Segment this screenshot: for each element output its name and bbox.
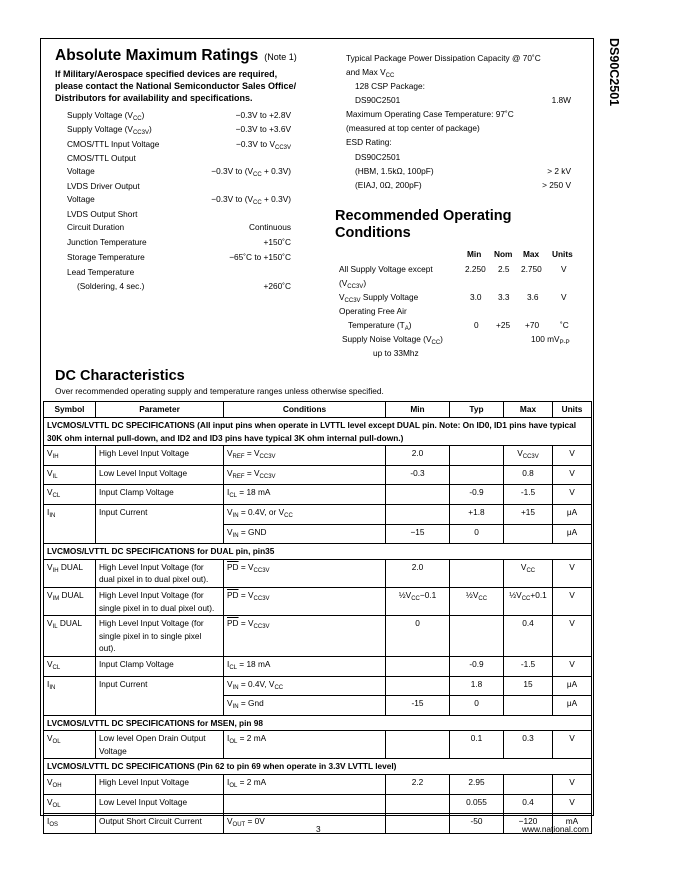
units: V [553, 731, 592, 759]
symbol: $V_{IL}$ DUAL [44, 616, 96, 657]
typ [450, 465, 504, 485]
table-row [44, 656, 592, 676]
table-row [44, 587, 592, 615]
min [386, 731, 450, 759]
pkg-line: (measured at top center of package) [346, 123, 480, 133]
section-row [44, 544, 592, 560]
page-number: 3 [316, 824, 321, 834]
section-heading: LVCMOS/LVTTL DC SPECIFICATIONS for DUAL pin, pin35 [44, 544, 592, 560]
pkg-value: 1.8W [551, 95, 571, 105]
roc-label: $V_{CC3V}$ Supply Voltage [339, 292, 419, 304]
symbol: $V_{OH}$ [44, 775, 96, 795]
pkg-value: > 250 V [542, 180, 571, 190]
roc-cell: V [561, 292, 567, 302]
units: V [553, 446, 592, 466]
amr-label: Supply Voltage $(V_{CC})$ [67, 110, 145, 122]
units: μA [553, 524, 592, 544]
roc-cell: 0 [474, 320, 479, 330]
section-row [44, 715, 592, 731]
section-heading: LVCMOS/LVTTL DC SPECIFICATIONS (Pin 62 to pin 69 when operate in 3.3V LVTTL level) [44, 759, 592, 775]
typ: 0 [450, 696, 504, 716]
dc-title: DC Characteristics [55, 368, 185, 384]
roc-cell: 3.0 [470, 292, 482, 302]
roc-title: Conditions [335, 225, 411, 241]
conditions: $I_{CL} = 18$ mA [224, 485, 386, 505]
amr-value: −0.3V to $V_{CC3V}$ [236, 139, 291, 151]
conditions: $V_{REF} = V_{CC3V}$ [224, 446, 386, 466]
amr-label: Circuit Duration [67, 222, 125, 232]
amr-value: −0.3V to +3.6V [235, 124, 291, 134]
symbol: $V_{IH}$ DUAL [44, 559, 96, 587]
units: μA [553, 504, 592, 524]
table-header-row [44, 402, 592, 418]
typ: 1.8 [450, 676, 504, 696]
table-row [44, 731, 592, 759]
amr-military-notice: If Military/Aerospace specified devices are required, please contact the National Semiconductor Sales Office/ Distributors for availability and specifications. [55, 69, 297, 103]
parameter: High Level Input Voltage (for dual pixel in to dual pixel out). [96, 559, 224, 587]
roc-label: Supply Noise Voltage $(V_{CC})$ [342, 334, 443, 346]
pkg-line: and Max $V_{CC}$ [346, 67, 395, 79]
max [504, 696, 553, 716]
conditions: $\overline{PD} = V_{CC3V}$ [224, 559, 386, 587]
dc-table [43, 401, 592, 834]
typ [450, 616, 504, 657]
min: 2.0 [386, 559, 450, 587]
min: 2.0 [386, 446, 450, 466]
col-header: Symbol [44, 402, 96, 418]
conditions: $I_{OL} = 2$ mA [224, 731, 386, 759]
units: V [553, 465, 592, 485]
col-header: Min [386, 402, 450, 418]
parameter: Input Clamp Voltage [96, 656, 224, 676]
roc-cell: +70 [525, 320, 540, 330]
amr-label: LVDS Driver Output [67, 181, 140, 191]
footer-site: www.national.com [522, 824, 589, 834]
roc-label: $(V_{CC3V})$ [339, 278, 367, 290]
max: 15 [504, 676, 553, 696]
col-header: Max [504, 402, 553, 418]
typ: 2.95 [450, 775, 504, 795]
max: -1.5 [504, 485, 553, 505]
symbol: $V_{CL}$ [44, 656, 96, 676]
section-heading: LVCMOS/LVTTL DC SPECIFICATIONS for MSEN, pin 98 [44, 715, 592, 731]
table-row [44, 446, 592, 466]
conditions: $\overline{PD} = V_{CC3V}$ [224, 587, 386, 615]
roc-cell: 2.750 [521, 264, 542, 274]
pkg-line: Typical Package Power Dissipation Capacity @ 70˚C [346, 53, 541, 63]
parameter: High Level Input Voltage (for single pixel in to dual pixel out). [96, 587, 224, 615]
amr-value: −0.3V to +2.8V [235, 110, 291, 120]
parameter: High Level Input Voltage [96, 446, 224, 466]
table-row [44, 676, 592, 696]
max: 0.4 [504, 616, 553, 657]
conditions: $V_{IN} = 0.4V$, $V_{CC}$ [224, 676, 386, 696]
dc-subtitle: Over recommended operating supply and temperature ranges unless otherwise specified. [55, 386, 384, 396]
parameter: Input Current [96, 676, 224, 715]
typ: $\frac{1}{2}V_{CC}$ [450, 587, 504, 615]
typ: 0.055 [450, 794, 504, 814]
col-header: Typ [450, 402, 504, 418]
min: -0.3 [386, 465, 450, 485]
col-header: Parameter [96, 402, 224, 418]
table-row [44, 465, 592, 485]
parameter: Low Level Input Voltage [96, 794, 224, 814]
amr-label: Lead Temperature [67, 267, 135, 277]
pkg-value: > 2 kV [547, 166, 571, 176]
min: 2.2 [386, 775, 450, 795]
pkg-line: 128 CSP Package: [355, 81, 425, 91]
parameter: High Level Input Voltage (for single pixel in to single pixel out). [96, 616, 224, 657]
symbol: $V_{IM}$ DUAL [44, 587, 96, 615]
units: μA [553, 676, 592, 696]
section-heading: LVCMOS/LVTTL DC SPECIFICATIONS (All input pins when operate in LVTTL level except DUAL pin. Note: On ID0, ID1 pins have typical 30K ohm internal pull-down, and ID2 and ID3 pins have typical 3K ohm internal pull-down.) [44, 418, 592, 446]
min [386, 504, 450, 524]
pkg-line: DS90C2501 [355, 95, 401, 105]
amr-value: −0.3V to $(V_{CC} + 0.3V)$ [211, 194, 291, 206]
col-header: Conditions [224, 402, 386, 418]
min [386, 485, 450, 505]
symbol: $V_{OL}$ [44, 794, 96, 814]
units: V [553, 587, 592, 615]
amr-label: LVDS Output Short [67, 209, 138, 219]
roc-cell: 2.250 [465, 264, 486, 274]
max [504, 524, 553, 544]
parameter: High Level Input Voltage [96, 775, 224, 795]
amr-label: CMOS/TTL Output [67, 153, 136, 163]
conditions [224, 794, 386, 814]
amr-title: Absolute Maximum Ratings (Note 1) [55, 47, 297, 64]
typ [450, 559, 504, 587]
min [386, 794, 450, 814]
max: $V_{CC}$ [504, 559, 553, 587]
min: 0 [386, 616, 450, 657]
min: $\frac{1}{2}V_{CC}-0.1$ [386, 587, 450, 615]
typ: 0 [450, 524, 504, 544]
table-row [44, 775, 592, 795]
roc-label: up to 33Mhz [373, 348, 419, 358]
max: $\frac{1}{2}V_{CC}+0.1$ [504, 587, 553, 615]
roc-title: Recommended Operating [335, 208, 512, 224]
roc-cell: 2.5 [498, 264, 510, 274]
amr-label: Supply Voltage $(V_{CC3V})$ [67, 124, 152, 136]
conditions: $V_{IN}$ = GND [224, 524, 386, 544]
typ [450, 446, 504, 466]
conditions: $V_{REF} = V_{CC3V}$ [224, 465, 386, 485]
max [504, 775, 553, 795]
symbol: $I_{OS}$ [44, 814, 96, 834]
section-row [44, 418, 592, 446]
parameter: Output Short Circuit Current [96, 814, 224, 834]
conditions: $I_{CL} = 18$ mA [224, 656, 386, 676]
conditions: $V_{OUT} = 0V$ [224, 814, 386, 834]
table-row [44, 559, 592, 587]
symbol: $V_{IL}$ [44, 465, 96, 485]
max: +15 [504, 504, 553, 524]
conditions: $V_{IN} = 0.4V$, or $V_{CC}$ [224, 504, 386, 524]
roc-header: Units [552, 249, 573, 259]
symbol: $V_{CL}$ [44, 485, 96, 505]
units: V [553, 794, 592, 814]
min [386, 676, 450, 696]
symbol: $I_{IN}$ [44, 504, 96, 543]
conditions: $V_{IN}$ = Gnd [224, 696, 386, 716]
max: −120 [504, 814, 553, 834]
side-part-number: DS90C2501 [607, 38, 621, 107]
table-row [44, 794, 592, 814]
pkg-line: Maximum Operating Case Temperature: 97˚C [346, 109, 514, 119]
max: $V_{CC3V}$ [504, 446, 553, 466]
table-row [44, 616, 592, 657]
pkg-line: (EIAJ, 0Ω, 200pF) [355, 180, 422, 190]
roc-cell: 3.6 [527, 292, 539, 302]
units: V [553, 485, 592, 505]
amr-label: Storage Temperature [67, 252, 145, 262]
amr-label: Junction Temperature [67, 237, 147, 247]
amr-label: (Soldering, 4 sec.) [77, 281, 145, 291]
roc-header: Max [523, 249, 540, 259]
roc-header: Nom [494, 249, 513, 259]
units: V [553, 656, 592, 676]
amr-value: Continuous [249, 222, 291, 232]
roc-cell: 100 $mV_{P-P}$ [531, 334, 570, 346]
pkg-line: (HBM, 1.5kΩ, 100pF) [355, 166, 434, 176]
max: 0.4 [504, 794, 553, 814]
parameter: Low Level Input Voltage [96, 465, 224, 485]
max: 0.3 [504, 731, 553, 759]
max: -1.5 [504, 656, 553, 676]
symbol: $V_{OL}$ [44, 731, 96, 759]
roc-cell: 3.3 [498, 292, 510, 302]
parameter: Input Current [96, 504, 224, 543]
conditions: $I_{OL} = 2$ mA [224, 775, 386, 795]
units: μA [553, 696, 592, 716]
parameter: Low level Open Drain Output Voltage [96, 731, 224, 759]
max: 0.8 [504, 465, 553, 485]
min [386, 814, 450, 834]
typ: -0.9 [450, 656, 504, 676]
amr-value: −0.3V to $(V_{CC} + 0.3V)$ [211, 166, 291, 178]
units: V [553, 775, 592, 795]
amr-label: Voltage [67, 166, 95, 176]
min: -15 [386, 696, 450, 716]
typ: -0.9 [450, 485, 504, 505]
min: −15 [386, 524, 450, 544]
pkg-line: ESD Rating: [346, 137, 392, 147]
parameter: Input Clamp Voltage [96, 485, 224, 505]
symbol: $V_{IH}$ [44, 446, 96, 466]
table-row [44, 504, 592, 524]
amr-value: +260˚C [263, 281, 291, 291]
roc-cell: +25 [496, 320, 511, 330]
typ: 0.1 [450, 731, 504, 759]
amr-label: Voltage [67, 194, 95, 204]
units: V [553, 616, 592, 657]
units: V [553, 559, 592, 587]
min [386, 656, 450, 676]
roc-cell: V [561, 264, 567, 274]
roc-label: All Supply Voltage except [339, 264, 433, 274]
col-header: Units [553, 402, 592, 418]
units: mA [553, 814, 592, 834]
roc-cell: ˚C [560, 320, 569, 330]
symbol: $I_{IN}$ [44, 676, 96, 715]
amr-value: −65˚C to +150˚C [229, 252, 291, 262]
amr-value: +150˚C [263, 237, 291, 247]
amr-label: CMOS/TTL Input Voltage [67, 139, 160, 149]
pkg-line: DS90C2501 [355, 152, 401, 162]
table-row [44, 485, 592, 505]
roc-header: Min [467, 249, 482, 259]
conditions: $\overline{PD} = V_{CC3V}$ [224, 616, 386, 657]
typ: -50 [450, 814, 504, 834]
roc-label: Operating Free Air [339, 306, 407, 316]
typ: +1.8 [450, 504, 504, 524]
roc-label: Temperature $(T_A)$ [348, 320, 412, 332]
section-row [44, 759, 592, 775]
